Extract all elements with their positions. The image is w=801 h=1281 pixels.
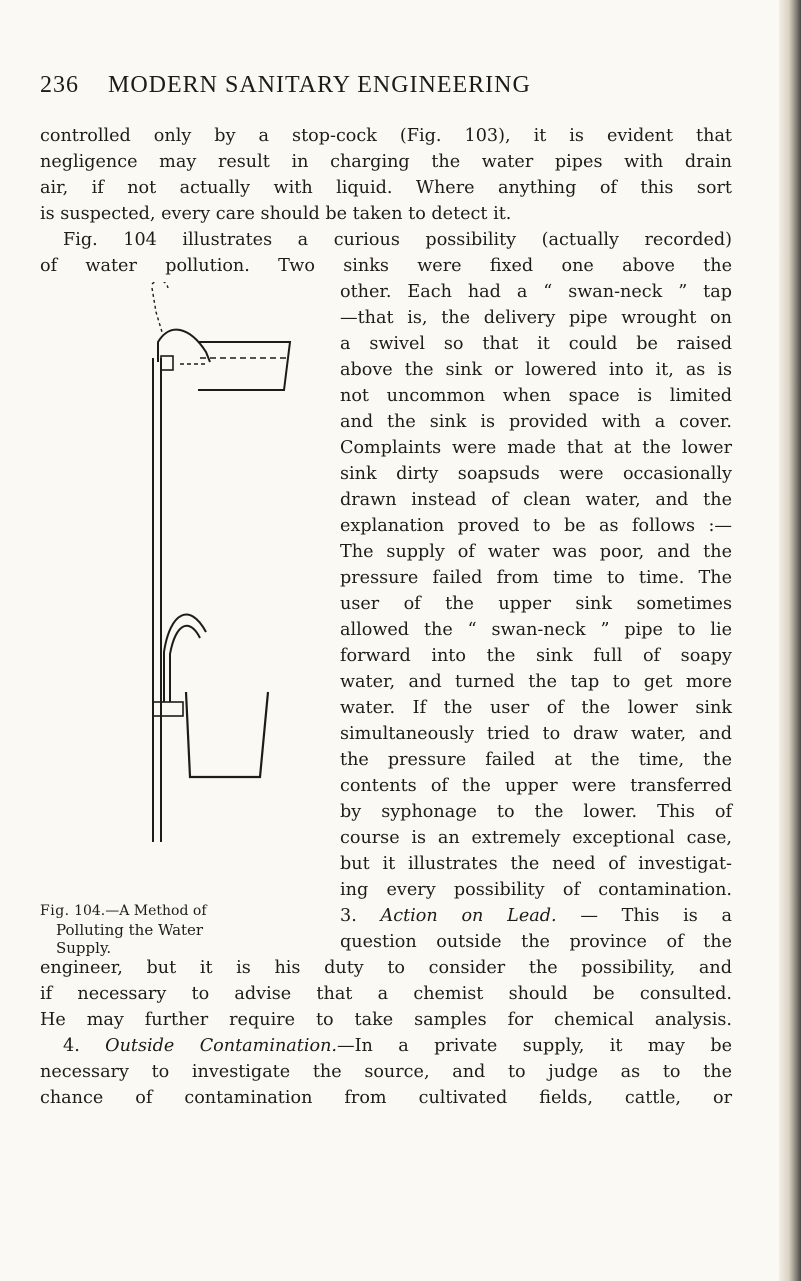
text-line: by syphonage to the lower. This of [340,802,732,822]
text-line: of water pollution. Two sinks were fixed one above the [40,256,732,276]
lower-sink [186,692,268,777]
text-line: drawn instead of clean water, and the [340,490,732,510]
text-line: Complaints were made that at the lower [340,438,732,458]
text-span: —In a private supply, it may be [337,1036,732,1056]
figure-caption-line: Polluting the Water [56,921,204,939]
text-line: if necessary to advise that a chemist should be consulted. [40,984,732,1004]
text-line: sink dirty soapsuds were occasionally [340,464,732,484]
page-edge-shadow [779,0,801,1281]
upper-swan-neck-lowered [158,330,210,362]
text-line: user of the upper sink sometimes [340,594,732,614]
section-title: Action on Lead. [380,906,557,926]
section-4-heading-line [63,1034,732,1058]
text-line: allowed the “ swan-neck ” pipe to lie [340,620,732,640]
text-line: course is an extremely exceptional case, [340,828,732,848]
page-number: 236 [40,72,79,98]
text-line: is suspected, every care should be taken to detect it. [40,204,512,224]
text-line: question outside the province of the [340,932,732,952]
text-line: a swivel so that it could be raised [340,334,732,354]
upper-swan-neck-trace [152,288,162,332]
swan-neck-sinks-figure [150,282,330,892]
text-line: water, and turned the tap to get more [340,672,732,692]
text-line: chance of contamination from cultivated fields, cattle, or [40,1088,732,1108]
text-line: other. Each had a “ swan-neck ” tap [340,282,732,302]
text-line: forward into the sink full of soapy [340,646,732,666]
page-header [40,72,730,102]
text-span: — This is a [580,906,733,926]
text-line: pressure failed from time to time. The [340,568,732,588]
figure-caption-line: Supply. [56,939,112,957]
text-line: —that is, the delivery pipe wrought on [340,308,732,328]
text-line: He may further require to take samples for chemical analysis. [40,1010,732,1030]
text-line: negligence may result in charging the water pipes with drain [40,152,732,172]
section-number: 4. [63,1036,80,1056]
text-line: water. If the user of the lower sink [340,698,732,718]
text-line: contents of the upper were transferred [340,776,732,796]
section-number: 3. [340,906,357,926]
text-line: engineer, but it is his duty to consider the possibility, and [40,958,732,978]
text-line: above the sink or lowered into it, as is [340,360,732,380]
text-line: explanation proved to be as follows :— [340,516,732,536]
text-line: air, if not actually with liquid. Where anything of this sort [40,178,732,198]
running-head: MODERN SANITARY ENGINEERING [108,72,531,98]
lower-swan-neck [164,615,206,702]
text-line: not uncommon when space is limited [340,386,732,406]
text-line: simultaneously tried to draw water, and [340,724,732,744]
text-line: but it illustrates the need of investigat- [340,854,732,874]
text-line: and the sink is provided with a cover. [340,412,732,432]
figure-caption-line [40,902,207,920]
text-line: the pressure failed at the time, the [340,750,732,770]
text-line: necessary to investigate the source, and to judge as to the [40,1062,732,1082]
text-line: controlled only by a stop-cock (Fig. 103), it is evident that [40,126,732,146]
text-line: ing every possibility of contamination. [340,880,732,900]
text-line: Fig. 104 illustrates a curious possibility (actually recorded) [63,230,732,250]
caption-fig-label: Fig. [40,903,70,919]
caption-text: 104.—A Method of [74,903,207,919]
section-3-heading-line [340,904,732,928]
upper-swan-neck-raised [152,282,168,288]
upper-sink [198,342,290,390]
section-title: Outside Contamination. [105,1036,337,1056]
text-line: The supply of water was poor, and the [340,542,732,562]
